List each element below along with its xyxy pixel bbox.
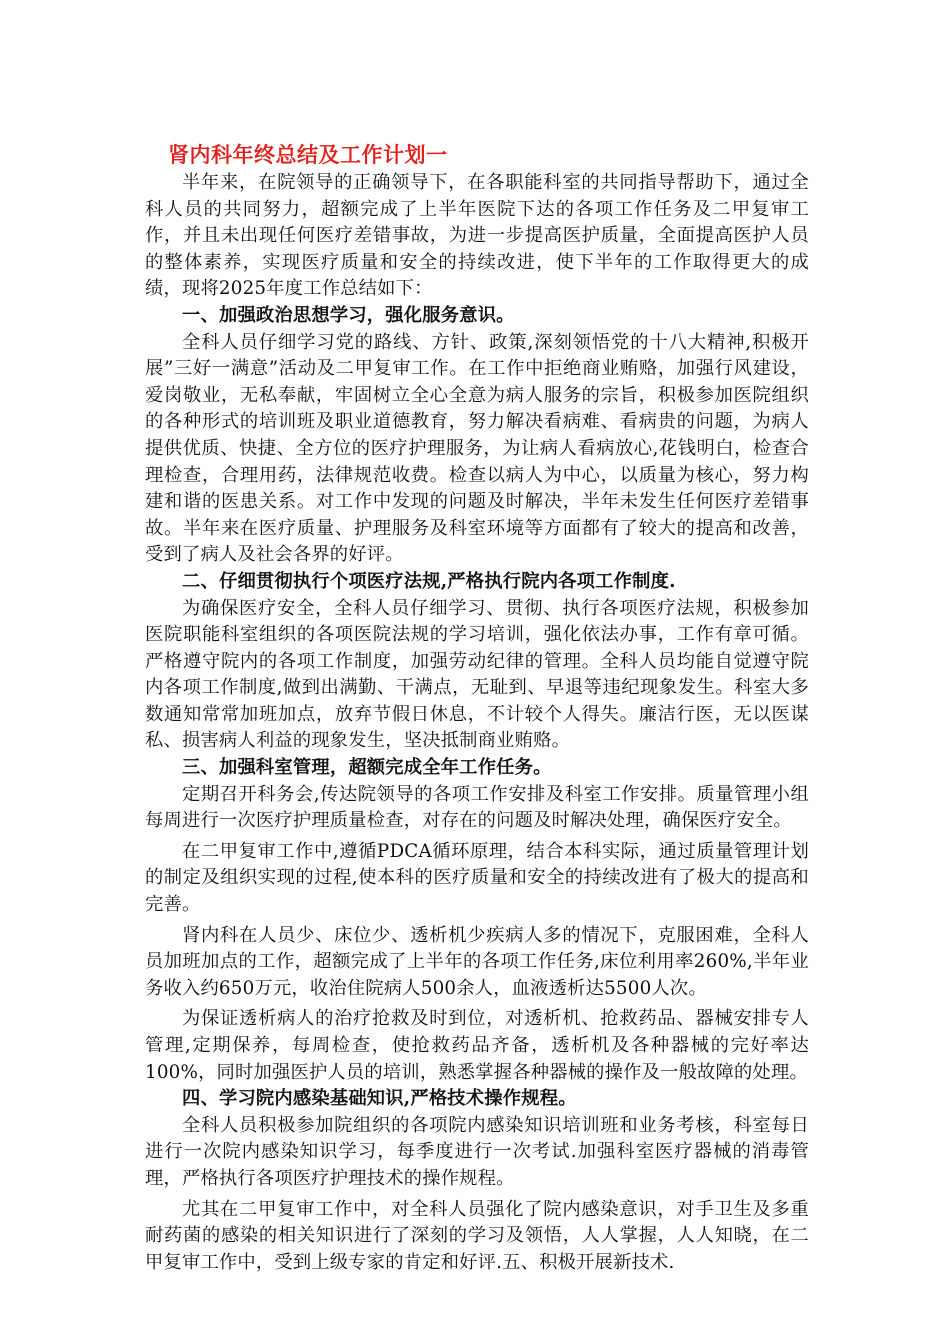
section-3-paragraph-4: 为保证透析病人的治疗抢救及时到位，对透析机、抢救药品、器械安排专人管理,定期保养，每周检查，使抢救药品齐备，透析机及各种器械的完好率达100%，同时加强医护人员的培训，熟悉掌握各种器械的操作及一般故障的处理。: [145, 1008, 809, 1083]
document-title: 肾内科年终总结及工作计划一: [168, 142, 448, 167]
section-2-heading: 二、仔细贯彻执行个项医疗法规,严格执行院内各项工作制度.: [182, 570, 676, 592]
section-1-heading: 一、加强政治思想学习，强化服务意识。: [182, 304, 515, 326]
section-4-paragraph-1: 全科人员积极参加院组织的各项院内感染知识培训班和业务考核，科室每日进行一次院内感染知识学习，每季度进行一次考试.加强科室医疗器械的消毒管理，严格执行各项医疗护理技术的操作规程。: [145, 1114, 809, 1189]
section-1-paragraph-1: 全科人员仔细学习党的路线、方针、政策,深刻领悟党的十八大精神,积极开展”三好一满意”活动及二甲复审工作。在工作中拒绝商业贿赂，加强行风建设，爱岗敬业，无私奉献，牢固树立全心全意为病人服务的宗旨，积极参加医院组织的各种形式的培训班及职业道德教育，努力解决看病难、看病贵的问题，为病人提供优质、快捷、全方位的医疗护理服务，为让病人看病放心,花钱明白，检查合理检查，合理用药，法律规范收费。检查以病人为中心，以质量为核心，努力构建和谐的医患关系。对工作中发现的问题及时解决，半年未发生任何医疗差错事故。半年来在医疗质量、护理服务及科室环境等方面都有了较大的提高和改善，受到了病人及社会各界的好评。: [145, 331, 809, 566]
section-3-paragraph-2: 在二甲复审工作中,遵循PDCA循环原理，结合本科实际，通过质量管理计划的制定及组织实现的过程,使本科的医疗质量和安全的持续改进有了极大的提高和完善。: [145, 840, 809, 916]
intro-paragraph: 半年来，在院领导的正确领导下，在各职能科室的共同指导帮助下，通过全科人员的共同努力，超额完成了上半年医院下达的各项工作任务及二甲复审工作，并且未出现任何医疗差错事故，为进一步提高医护质量，全面提高医护人员的整体素养，实现医疗质量和安全的持续改进，使下半年的工作取得更大的成绩，现将2025年度工作总结如下：: [145, 172, 809, 300]
section-3-paragraph-1: 定期召开科务会,传达院领导的各项工作安排及科室工作安排。质量管理小组每周进行一次医疗护理质量检查，对存在的问题及时解决处理，确保医疗安全。: [145, 783, 809, 832]
section-2-paragraph-1: 为确保医疗安全，全科人员仔细学习、贯彻、执行各项医疗法规，积极参加医院职能科室组织的各项医院法规的学习培训，强化依法办事，工作有章可循。严格遵守院内的各项工作制度，加强劳动纪律的管理。全科人员均能自觉遵守院内各项工作制度,做到出满勤、干满点，无耻到、早退等违纪现象发生。科室大多数通知常常加班加点，放弃节假日休息，不计较个人得失。廉洁行医，无以医谋私、损害病人利益的现象发生，坚决抵制商业贿赂。: [145, 597, 809, 752]
section-3-heading: 三、加强科室管理，超额完成全年工作任务。: [182, 757, 552, 779]
section-4-paragraph-2: 尤其在二甲复审工作中，对全科人员强化了院内感染意识，对手卫生及多重耐药菌的感染的相关知识进行了深刻的学习及领悟，人人掌握，人人知晓，在二甲复审工作中，受到上级专家的肯定和好评.五、积极开展新技术.: [145, 1198, 809, 1273]
section-4-heading: 四、学习院内感染基础知识,严格技术操作规程。: [182, 1088, 577, 1110]
section-3-paragraph-3: 肾内科在人员少、床位少、透析机少疾病人多的情况下，克服困难，全科人员加班加点的工作，超额完成了上半年的各项工作任务,床位利用率260%,半年业务收入约650万元，收治住院病人500余人，血液透析达5500人次。: [145, 924, 809, 999]
document-body: [145, 140, 809, 1276]
